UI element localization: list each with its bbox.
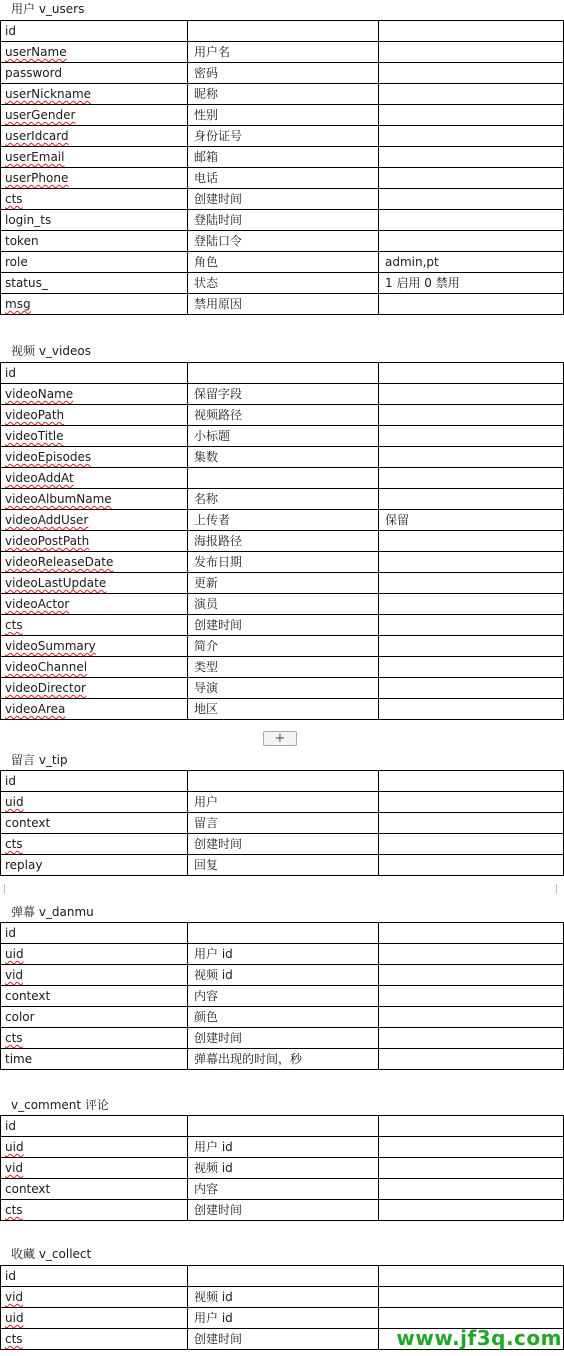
field-description-cell[interactable]: 角色 [188,252,379,273]
field-name-cell[interactable]: cts [1,1200,188,1221]
field-name-cell[interactable]: userEmail [1,147,188,168]
field-note-cell[interactable] [379,1158,564,1179]
field-note-cell[interactable]: 1 启用 0 禁用 [379,273,564,294]
table-row [1,21,564,42]
field-description-cell[interactable]: 视频 id [188,1158,379,1179]
field-name-cell[interactable]: videoAddUser [1,510,188,531]
field-note-cell[interactable] [379,42,564,63]
table-row [1,1049,564,1070]
field-name-cell[interactable]: videoAlbumName [1,489,188,510]
table-row [1,447,564,468]
field-note-cell[interactable] [379,405,564,426]
field-name-cell[interactable]: id [1,1266,188,1287]
table-row [1,426,564,447]
field-description-cell[interactable]: 集数 [188,447,379,468]
field-description-cell[interactable]: 登陆口令 [188,231,379,252]
table-row [1,1266,564,1287]
field-note-cell[interactable] [379,189,564,210]
section-heading-collect: 收藏 v_collect [11,1247,92,1261]
field-name-cell[interactable]: userPhone [1,168,188,189]
field-name-cell[interactable]: userName [1,42,188,63]
field-name-cell[interactable]: context [1,1179,188,1200]
table-row [1,813,564,834]
field-note-cell[interactable] [379,231,564,252]
field-description-cell[interactable] [188,363,379,384]
watermark-logo: www.jf3q.com [396,1326,562,1350]
field-note-cell[interactable] [379,1137,564,1158]
table-row [1,1028,564,1049]
field-name-cell[interactable]: replay [1,855,188,876]
table-row [1,771,564,792]
field-note-cell[interactable] [379,21,564,42]
field-description-cell[interactable]: 用户 id [188,944,379,965]
field-description-cell[interactable]: 身份证号 [188,126,379,147]
table-row [1,678,564,699]
field-description-cell[interactable]: 上传者 [188,510,379,531]
field-description-cell[interactable]: 留言 [188,813,379,834]
field-note-cell[interactable] [379,792,564,813]
field-name-cell[interactable]: uid [1,1308,188,1329]
field-description-cell[interactable] [188,771,379,792]
field-description-cell[interactable]: 地区 [188,699,379,720]
field-note-cell[interactable] [379,615,564,636]
field-name-cell[interactable]: userGender [1,105,188,126]
field-description-cell[interactable] [188,923,379,944]
field-description-cell[interactable]: 密码 [188,63,379,84]
table-row [1,489,564,510]
field-description-cell[interactable] [188,1116,379,1137]
field-name-cell[interactable]: status_ [1,273,188,294]
field-note-cell[interactable] [379,84,564,105]
field-note-cell[interactable] [379,923,564,944]
section-heading-tip: 留言 v_tip [11,753,68,767]
field-description-cell[interactable]: 颜色 [188,1007,379,1028]
field-description-cell[interactable]: 海报路径 [188,531,379,552]
field-name-cell[interactable]: password [1,63,188,84]
field-note-cell[interactable] [379,447,564,468]
paragraph-mark-left [4,884,5,894]
field-note-cell[interactable] [379,657,564,678]
table-row [1,552,564,573]
table-row [1,1287,564,1308]
field-note-cell[interactable] [379,771,564,792]
field-note-cell[interactable] [379,1287,564,1308]
table-row [1,468,564,489]
table-row [1,1200,564,1221]
field-name-cell[interactable]: userIdcard [1,126,188,147]
field-description-cell[interactable]: 保留字段 [188,384,379,405]
field-name-cell[interactable]: videoDirector [1,678,188,699]
field-note-cell[interactable] [379,552,564,573]
section-heading-videos: 视频 v_videos [11,344,91,358]
field-name-cell[interactable]: uid [1,792,188,813]
field-note-cell[interactable] [379,126,564,147]
section-heading-users: 用户 v_users [11,2,85,16]
table-row [1,63,564,84]
table-row [1,573,564,594]
field-description-cell[interactable]: 简介 [188,636,379,657]
field-description-cell[interactable]: 用户 [188,792,379,813]
table-row [1,126,564,147]
field-description-cell[interactable]: 内容 [188,1179,379,1200]
field-name-cell[interactable]: videoAddAt [1,468,188,489]
field-name-cell[interactable]: color [1,1007,188,1028]
field-note-cell[interactable] [379,1200,564,1221]
field-note-cell[interactable] [379,147,564,168]
field-description-cell[interactable]: 邮箱 [188,147,379,168]
field-name-cell[interactable]: id [1,21,188,42]
field-name-cell[interactable]: videoReleaseDate [1,552,188,573]
table-row [1,1007,564,1028]
field-description-cell[interactable]: 内容 [188,986,379,1007]
table-row [1,657,564,678]
field-description-cell[interactable] [188,1266,379,1287]
field-note-cell[interactable] [379,986,564,1007]
field-name-cell[interactable]: id [1,363,188,384]
field-description-cell[interactable]: 创建时间 [188,189,379,210]
field-note-cell[interactable] [379,489,564,510]
table-row [1,105,564,126]
field-note-cell[interactable] [379,699,564,720]
field-description-cell[interactable]: 弹幕出现的时间，秒 [188,1049,379,1070]
field-name-cell[interactable]: vid [1,965,188,986]
field-note-cell[interactable] [379,1266,564,1287]
field-note-cell[interactable] [379,1116,564,1137]
field-description-cell[interactable] [188,468,379,489]
field-description-cell[interactable]: 状态 [188,273,379,294]
field-note-cell[interactable] [379,813,564,834]
field-description-cell[interactable]: 用户名 [188,42,379,63]
table-row [1,189,564,210]
field-note-cell[interactable] [379,1049,564,1070]
field-note-cell[interactable] [379,63,564,84]
table-row [1,1179,564,1200]
field-note-cell[interactable]: admin,pt [379,252,564,273]
field-name-cell[interactable]: videoArea [1,699,188,720]
field-name-cell[interactable]: cts [1,189,188,210]
table-row [1,363,564,384]
table-row [1,252,564,273]
field-name-cell[interactable]: videoPostPath [1,531,188,552]
field-description-cell[interactable]: 禁用原因 [188,294,379,315]
table-row [1,923,564,944]
table-row [1,792,564,813]
field-note-cell[interactable] [379,594,564,615]
field-name-cell[interactable]: login_ts [1,210,188,231]
field-note-cell[interactable] [379,105,564,126]
field-name-cell[interactable]: time [1,1049,188,1070]
field-name-cell[interactable]: videoEpisodes [1,447,188,468]
field-note-cell[interactable]: 保留 [379,510,564,531]
field-note-cell[interactable] [379,468,564,489]
table-v-danmu [0,922,564,1070]
field-description-cell[interactable]: 创建时间 [188,834,379,855]
table-row [1,405,564,426]
table-row [1,944,564,965]
field-description-cell[interactable]: 回复 [188,855,379,876]
field-description-cell[interactable]: 用户 id [188,1308,379,1329]
table-v-videos [0,362,564,720]
field-description-cell[interactable]: 小标题 [188,426,379,447]
table-row [1,594,564,615]
field-name-cell[interactable]: videoSummary [1,636,188,657]
field-description-cell[interactable]: 创建时间 [188,1028,379,1049]
section-heading-comment: v_comment 评论 [11,1098,109,1112]
field-description-cell[interactable]: 昵称 [188,84,379,105]
field-note-cell[interactable] [379,210,564,231]
field-name-cell[interactable]: cts [1,1329,188,1350]
field-name-cell[interactable]: videoChannel [1,657,188,678]
field-note-cell[interactable] [379,294,564,315]
field-note-cell[interactable] [379,363,564,384]
table-row [1,231,564,252]
table-row [1,147,564,168]
field-name-cell[interactable]: id [1,1116,188,1137]
section-heading-danmu: 弹幕 v_danmu [11,905,94,919]
field-description-cell[interactable]: 性别 [188,105,379,126]
table-row [1,294,564,315]
table-row [1,986,564,1007]
table-row [1,636,564,657]
table-row [1,84,564,105]
table-row [1,615,564,636]
field-name-cell[interactable]: vid [1,1287,188,1308]
field-description-cell[interactable]: 名称 [188,489,379,510]
field-name-cell[interactable]: userNickname [1,84,188,105]
field-note-cell[interactable] [379,1179,564,1200]
table-row [1,168,564,189]
field-name-cell[interactable]: videoActor [1,594,188,615]
field-note-cell[interactable] [379,855,564,876]
table-row [1,699,564,720]
field-description-cell[interactable]: 创建时间 [188,615,379,636]
field-name-cell[interactable]: token [1,231,188,252]
field-description-cell[interactable]: 电话 [188,168,379,189]
table-row [1,965,564,986]
field-note-cell[interactable] [379,636,564,657]
field-name-cell[interactable]: vid [1,1158,188,1179]
field-note-cell[interactable] [379,573,564,594]
field-name-cell[interactable]: role [1,252,188,273]
table-row [1,273,564,294]
field-description-cell[interactable]: 类型 [188,657,379,678]
field-name-cell[interactable]: id [1,771,188,792]
field-note-cell[interactable] [379,965,564,986]
field-note-cell[interactable] [379,384,564,405]
field-name-cell[interactable]: videoPath [1,405,188,426]
table-row [1,210,564,231]
table-v-tip [0,770,564,876]
field-name-cell[interactable]: msg [1,294,188,315]
table-row [1,510,564,531]
field-name-cell[interactable]: cts [1,615,188,636]
field-name-cell[interactable]: context [1,986,188,1007]
table-row [1,1137,564,1158]
field-note-cell[interactable] [379,168,564,189]
field-description-cell[interactable]: 导演 [188,678,379,699]
field-note-cell[interactable] [379,834,564,855]
field-description-cell[interactable]: 创建时间 [188,1329,379,1350]
field-name-cell[interactable]: uid [1,1137,188,1158]
table-v-comment [0,1115,564,1221]
field-description-cell[interactable]: 视频 id [188,1287,379,1308]
field-name-cell[interactable]: uid [1,944,188,965]
field-note-cell[interactable] [379,1007,564,1028]
table-v-users [0,20,564,315]
field-name-cell[interactable]: videoName [1,384,188,405]
table-row [1,384,564,405]
table-row [1,834,564,855]
field-name-cell[interactable]: cts [1,1028,188,1049]
field-note-cell[interactable] [379,678,564,699]
field-name-cell[interactable]: videoTitle [1,426,188,447]
field-note-cell[interactable] [379,531,564,552]
field-description-cell[interactable]: 演员 [188,594,379,615]
field-note-cell[interactable] [379,1028,564,1049]
table-row [1,531,564,552]
field-description-cell[interactable]: 创建时间 [188,1200,379,1221]
paragraph-mark-right [556,884,557,894]
field-note-cell[interactable] [379,426,564,447]
field-note-cell[interactable] [379,944,564,965]
field-description-cell[interactable]: 用户 id [188,1137,379,1158]
field-name-cell[interactable]: videoLastUpdate [1,573,188,594]
field-description-cell[interactable]: 视频 id [188,965,379,986]
table-row [1,42,564,63]
field-description-cell[interactable]: 视频路径 [188,405,379,426]
field-description-cell[interactable]: 登陆时间 [188,210,379,231]
field-description-cell[interactable] [188,21,379,42]
table-row [1,1158,564,1179]
add-row-button[interactable]: + [263,731,297,746]
field-description-cell[interactable]: 更新 [188,573,379,594]
field-name-cell[interactable]: id [1,923,188,944]
field-name-cell[interactable]: context [1,813,188,834]
table-row [1,1116,564,1137]
field-name-cell[interactable]: cts [1,834,188,855]
field-description-cell[interactable]: 发布日期 [188,552,379,573]
table-row [1,855,564,876]
